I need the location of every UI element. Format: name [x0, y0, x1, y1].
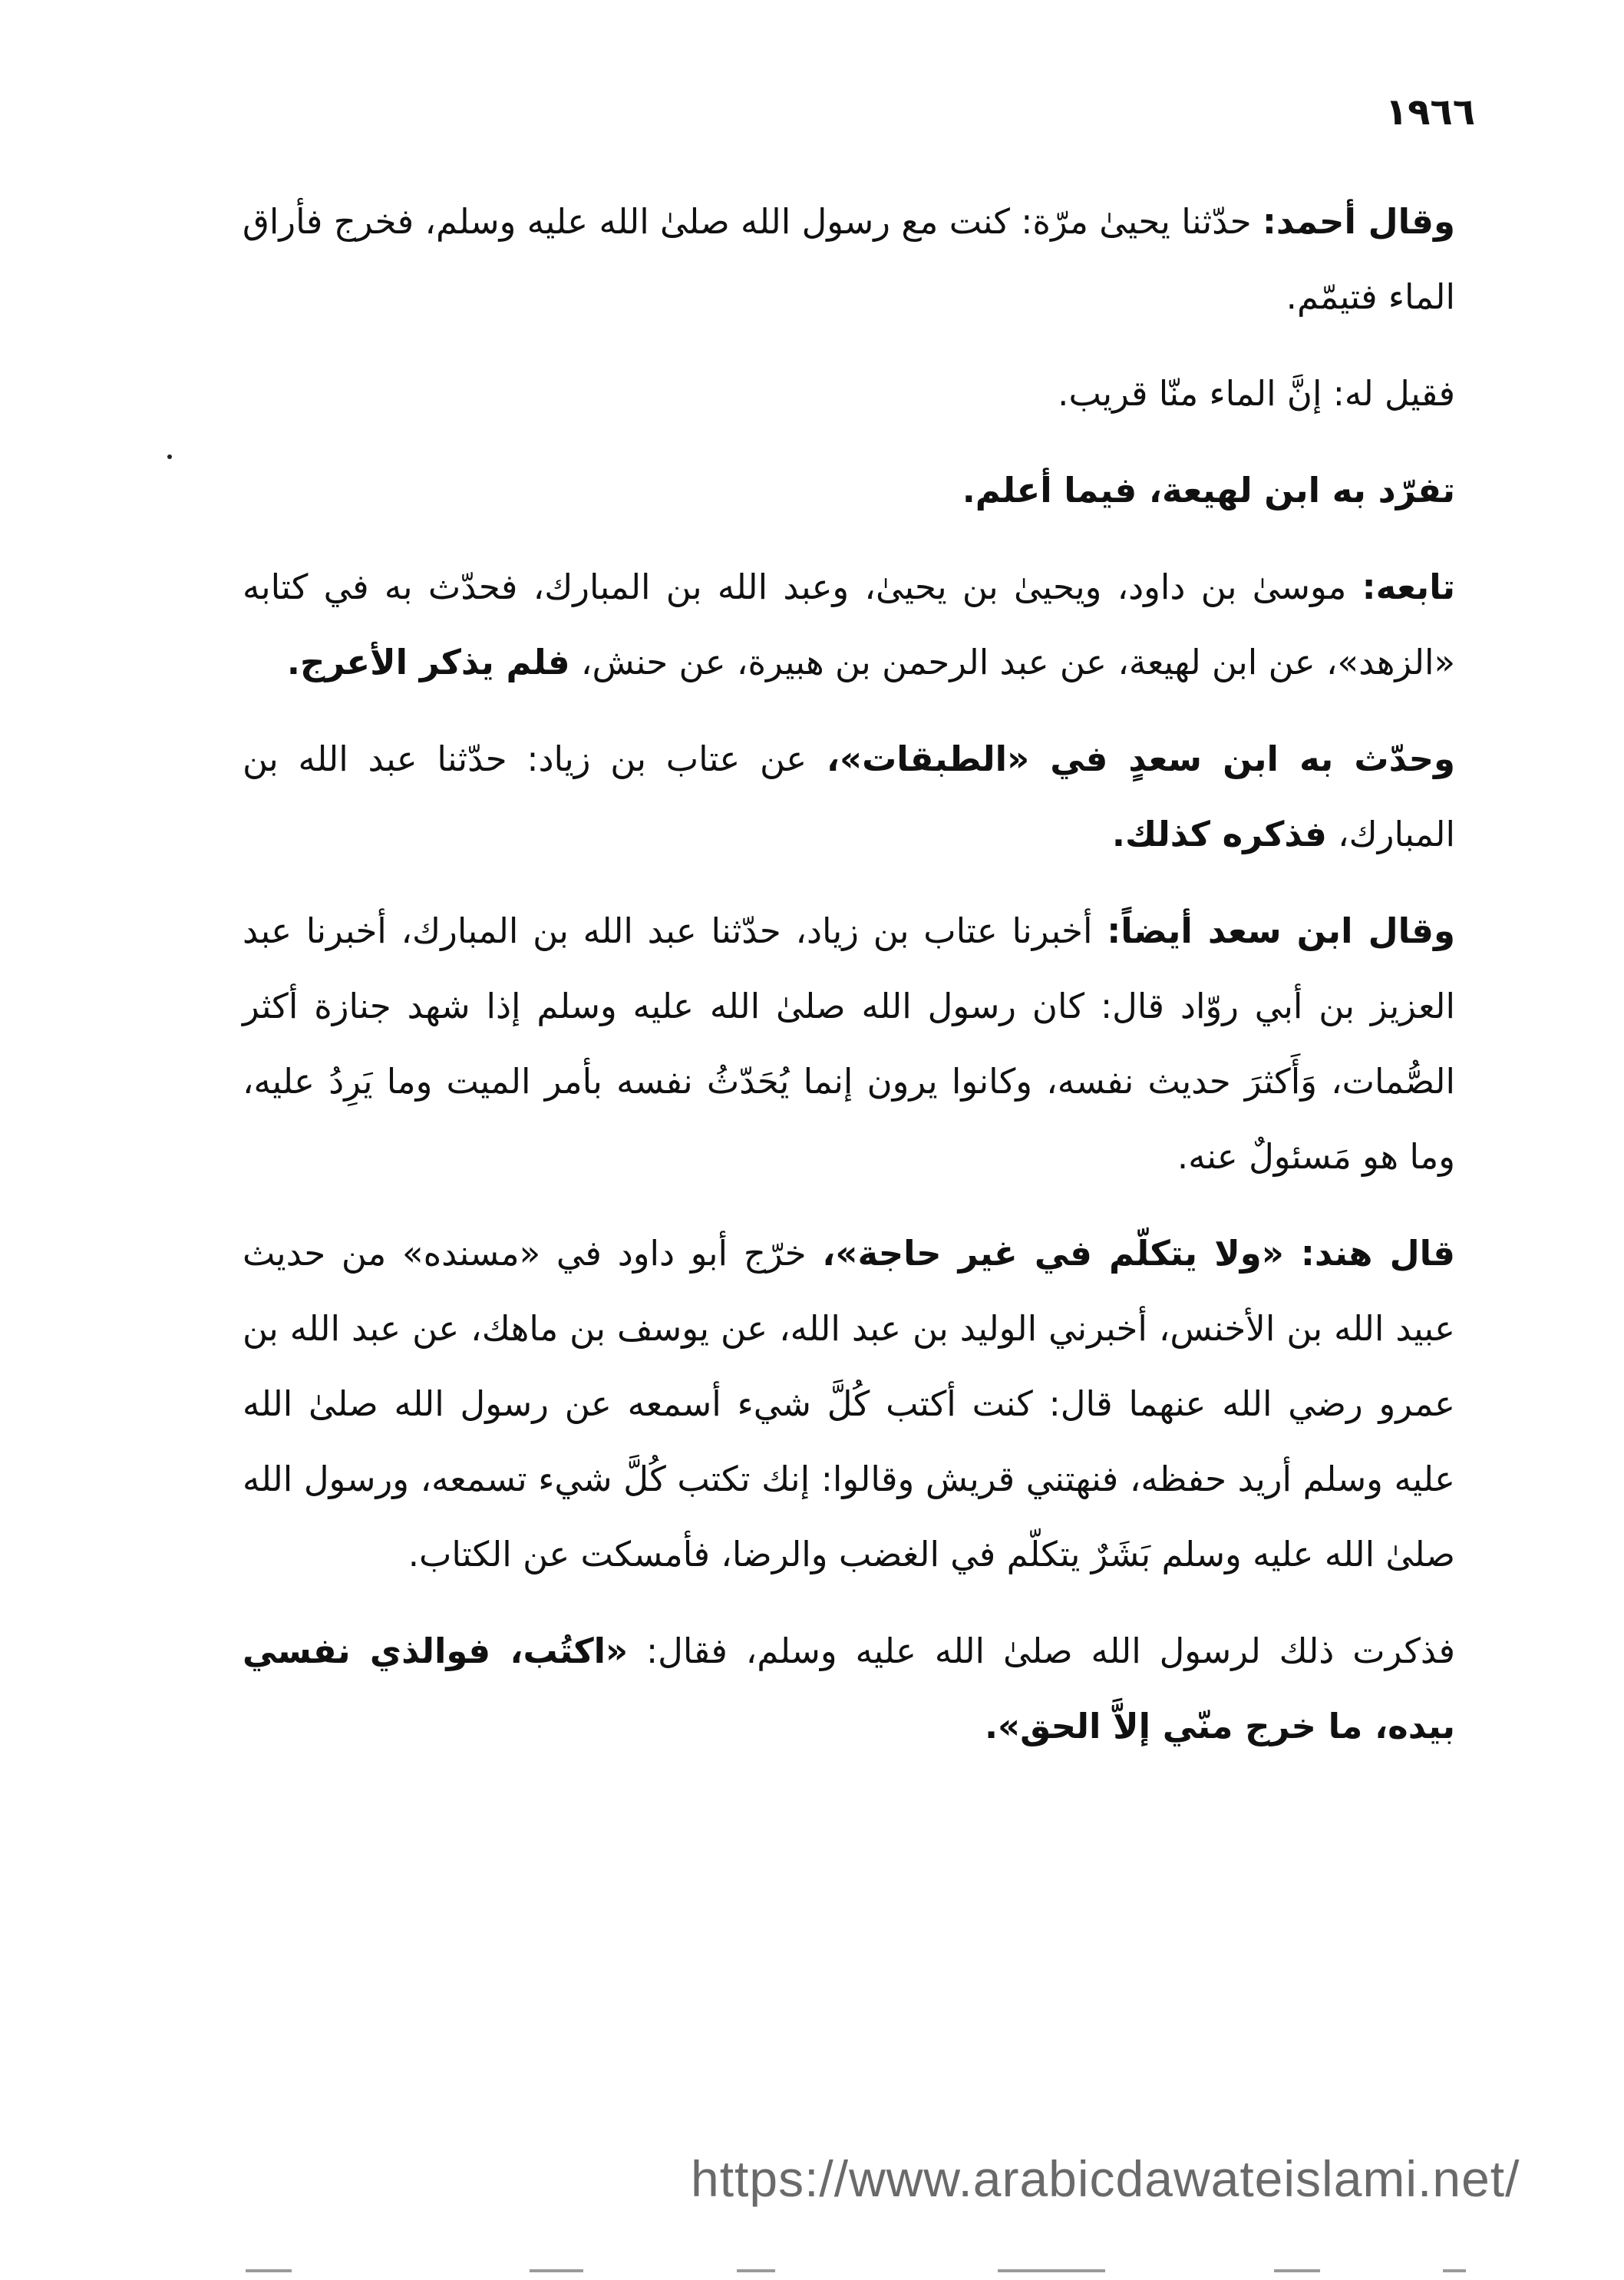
scan-edge-marks: [0, 2266, 1624, 2275]
paragraph: [243, 356, 1455, 431]
paragraph-text: حدّثنا يحيىٰ مرّة: كنت مع رسول الله صلىٰ الله عليه وسلم، فخرج فأراق الماء فتيمّم.: [243, 201, 1455, 317]
scan-dot: [167, 454, 172, 459]
body-text: [243, 184, 1455, 1786]
paragraph-text: موسىٰ بن داود، ويحيىٰ بن يحيىٰ، وعبد الله بن المبارك، فحدّث به في كتابه «الزهد»، عن ابن لهيعة، عن عبد الرحمن بن هبيرة، عن حنش،: [243, 567, 1455, 682]
paragraph-tail: فذكره كذلك.: [1111, 814, 1327, 854]
paragraph: [243, 1216, 1455, 1592]
paragraph-text: عن عتاب بن زياد: حدّثنا عبد الله بن المبارك،: [243, 739, 1455, 854]
paragraph-tail: «اكتُب، فوالذي نفسي بيده، ما خرج منّي إلاَّ الحق».: [243, 1631, 1455, 1746]
paragraph-lead: قال هند: «ولا يتكلّم في غير حاجة»،: [822, 1233, 1455, 1274]
paragraph-lead: وحدّث به ابن سعدٍ في «الطبقات»،: [826, 739, 1456, 779]
paragraph: [243, 722, 1455, 872]
paragraph-text: أخبرنا عتاب بن زياد، حدّثنا عبد الله بن المبارك، أخبرنا عبد العزيز بن أبي روّاد قال: كان رسول الله صلىٰ الله عليه وسلم إذا شهد جنازة أكثر الصُّمات، وَأَكثرَ حديث نفسه، وكانوا يرون إنما يُحَدّثُ نفسه بأمر الميت وما يَرِدُ عليه، وما هو مَسئولٌ عنه.: [243, 910, 1455, 1177]
paragraph: [243, 184, 1455, 335]
paragraph-text: فقيل له: إنَّ الماء منّا قريب.: [1058, 373, 1455, 414]
paragraph-tail: فلم يذكر الأعرج.: [286, 642, 570, 682]
paragraph: [243, 453, 1455, 528]
paragraph-lead: وقال ابن سعد أيضاً:: [1107, 910, 1455, 951]
page-number: ١٩٦٦: [1385, 91, 1475, 134]
paragraph: [243, 550, 1455, 700]
watermark-url: https://www.arabicdawateislami.net/: [691, 2150, 1520, 2207]
paragraph-lead: وقال أحمد:: [1262, 201, 1455, 242]
paragraph-lead: تفرّد به ابن لهيعة، فيما أعلم.: [962, 470, 1455, 511]
paragraph: [243, 894, 1455, 1195]
paragraph: [243, 1614, 1455, 1764]
paragraph-text: فذكرت ذلك لرسول الله صلىٰ الله عليه وسلم، فقال:: [628, 1631, 1455, 1671]
paragraph-lead: تابعه:: [1362, 567, 1455, 607]
paragraph-text: خرّج أبو داود في «مسنده» من حديث عبيد الله بن الأخنس، أخبرني الوليد بن عبد الله، عن يوسف بن ماهك، عن عبد الله بن عمرو رضي الله عنهما قال: كنت أكتب كُلَّ شيء أسمعه عن رسول الله صلىٰ الله عليه وسلم أريد حفظه، فنهتني قريش وقالوا: إنك تكتب كُلَّ شيء تسمعه، ورسول الله صلىٰ الله عليه وسلم بَشَرٌ يتكلّم في الغضب والرضا، فأمسكت عن الكتاب.: [243, 1233, 1455, 1575]
